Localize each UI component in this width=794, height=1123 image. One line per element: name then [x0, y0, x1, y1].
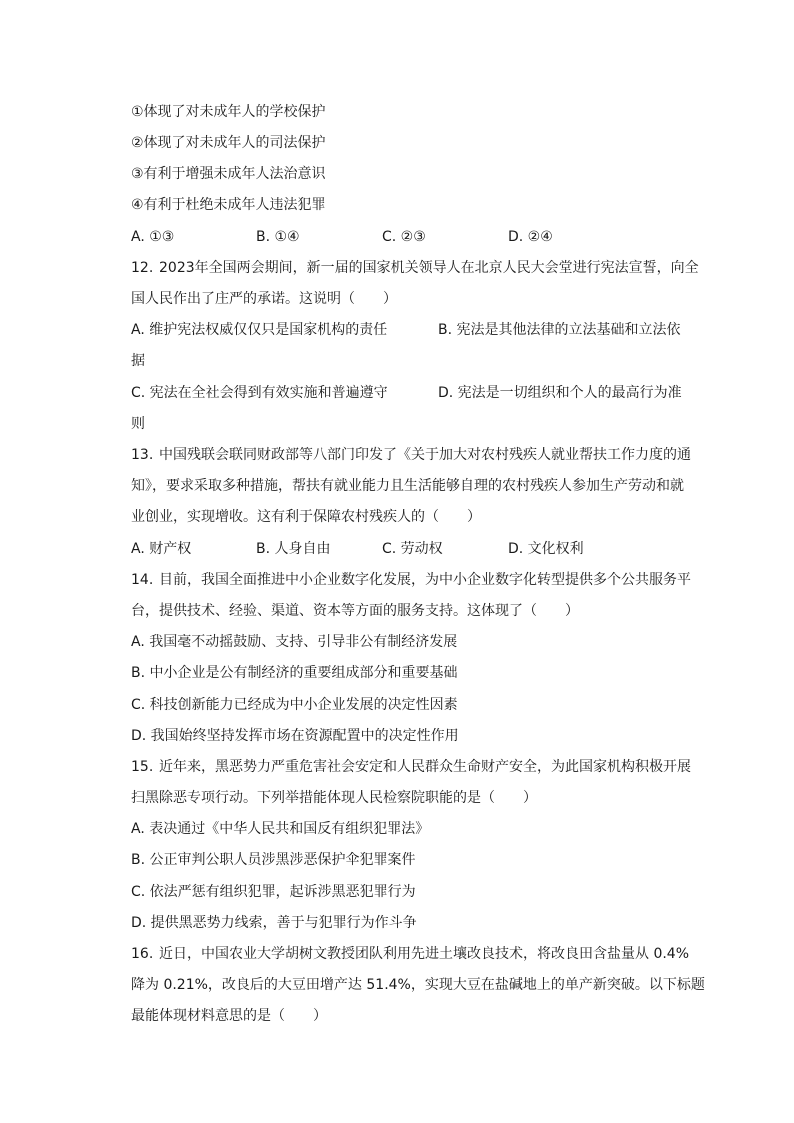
prev-option-b[interactable]: B. ①④	[256, 229, 300, 245]
q12-option-b-cont: 据	[131, 353, 145, 369]
q14-option-d[interactable]: D. 我国始终坚持发挥市场在资源配置中的决定性作用	[131, 728, 459, 744]
q12-number: 12.	[131, 260, 154, 276]
q16-stem-line-2: 降为 0.21%，改良后的大豆田增产达 51.4%，实现大豆在盐碱地上的单产新突破。以下标题	[131, 977, 705, 993]
q13-option-d[interactable]: D. 文化权利	[508, 541, 584, 557]
q15-stem-line-1: 15. 近年来，黑恶势力严重危害社会安定和人民群众生命财产安全，为此国家机构积极开展	[131, 759, 691, 775]
prev-option-a[interactable]: A. ①③	[131, 229, 175, 245]
q12-option-c[interactable]: C. 宪法在全社会得到有效实施和普遍遵守	[131, 385, 388, 401]
statement-4: ④有利于杜绝未成年人违法犯罪	[131, 197, 326, 213]
q12-option-a[interactable]: A. 维护宪法权威仅仅只是国家机构的责任	[131, 322, 388, 338]
q16-stem-line-1: 16. 近日，中国农业大学胡树文教授团队利用先进土壤改良技术，将改良田含盐量从 0.4%	[131, 946, 690, 962]
q15-stem-line-2: 扫黑除恶专项行动。下列举措能体现人民检察院职能的是（ ）	[131, 790, 537, 806]
q15-option-b[interactable]: B. 公正审判公职人员涉黑涉恶保护伞犯罪案件	[131, 852, 416, 868]
q13-option-c[interactable]: C. 劳动权	[382, 541, 443, 557]
q13-option-b[interactable]: B. 人身自由	[256, 541, 331, 557]
q14-stem-line-2: 台，提供技术、经验、渠道、资本等方面的服务支持。这体现了（ ）	[131, 603, 579, 619]
q14-stem-line-1: 14. 目前，我国全面推进中小企业数字化发展，为中小企业数字化转型提供多个公共服务平	[131, 572, 691, 588]
q15-number: 15.	[131, 759, 154, 775]
q16-stem-line-3: 最能体现材料意思的是（ ）	[131, 1008, 327, 1024]
statement-2: ②体现了对未成年人的司法保护	[131, 135, 326, 151]
q15-option-a[interactable]: A. 表决通过《中华人民共和国反有组织犯罪法》	[131, 821, 430, 837]
q13-stem-line-1: 13. 中国残联会联同财政部等八部门印发了《关于加大对农村残疾人就业帮扶工作力度的通	[131, 447, 691, 463]
q13-stem-line-2: 知》，要求采取多种措施，帮扶有就业能力且生活能够自理的农村残疾人参加生产劳动和就	[131, 478, 684, 494]
prev-option-d[interactable]: D. ②④	[508, 229, 553, 245]
q16-number: 16.	[131, 946, 154, 962]
q14-option-a[interactable]: A. 我国毫不动摇鼓励、支持、引导非公有制经济发展	[131, 634, 458, 650]
q13-option-a[interactable]: A. 财产权	[131, 541, 192, 557]
q14-option-b[interactable]: B. 中小企业是公有制经济的重要组成部分和重要基础	[131, 665, 458, 681]
q12-option-d[interactable]: D. 宪法是一切组织和个人的最高行为准	[438, 385, 682, 401]
q12-stem-line-2: 国人民作出了庄严的承诺。这说明（ ）	[131, 291, 397, 307]
q12-option-d-cont: 则	[131, 416, 145, 432]
q13-stem-line-3: 业创业，实现增收。这有利于保障农村残疾人的（ ）	[131, 509, 481, 525]
statement-1: ①体现了对未成年人的学校保护	[131, 104, 326, 120]
q14-number: 14.	[131, 572, 154, 588]
q14-option-c[interactable]: C. 科技创新能力已经成为中小企业发展的决定性因素	[131, 697, 458, 713]
statement-3: ③有利于增强未成年人法治意识	[131, 166, 326, 182]
prev-option-c[interactable]: C. ②③	[382, 229, 426, 245]
q15-option-d[interactable]: D. 提供黑恶势力线索，善于与犯罪行为作斗争	[131, 915, 417, 931]
q12-option-b[interactable]: B. 宪法是其他法律的立法基础和立法依	[438, 322, 681, 338]
q15-option-c[interactable]: C. 依法严惩有组织犯罪，起诉涉黑恶犯罪行为	[131, 884, 416, 900]
q12-stem-line-1: 12. 2023年全国两会期间，新一届的国家机关领导人在北京人民大会堂进行宪法宣誓，向全	[131, 260, 699, 276]
q13-number: 13.	[131, 447, 154, 463]
